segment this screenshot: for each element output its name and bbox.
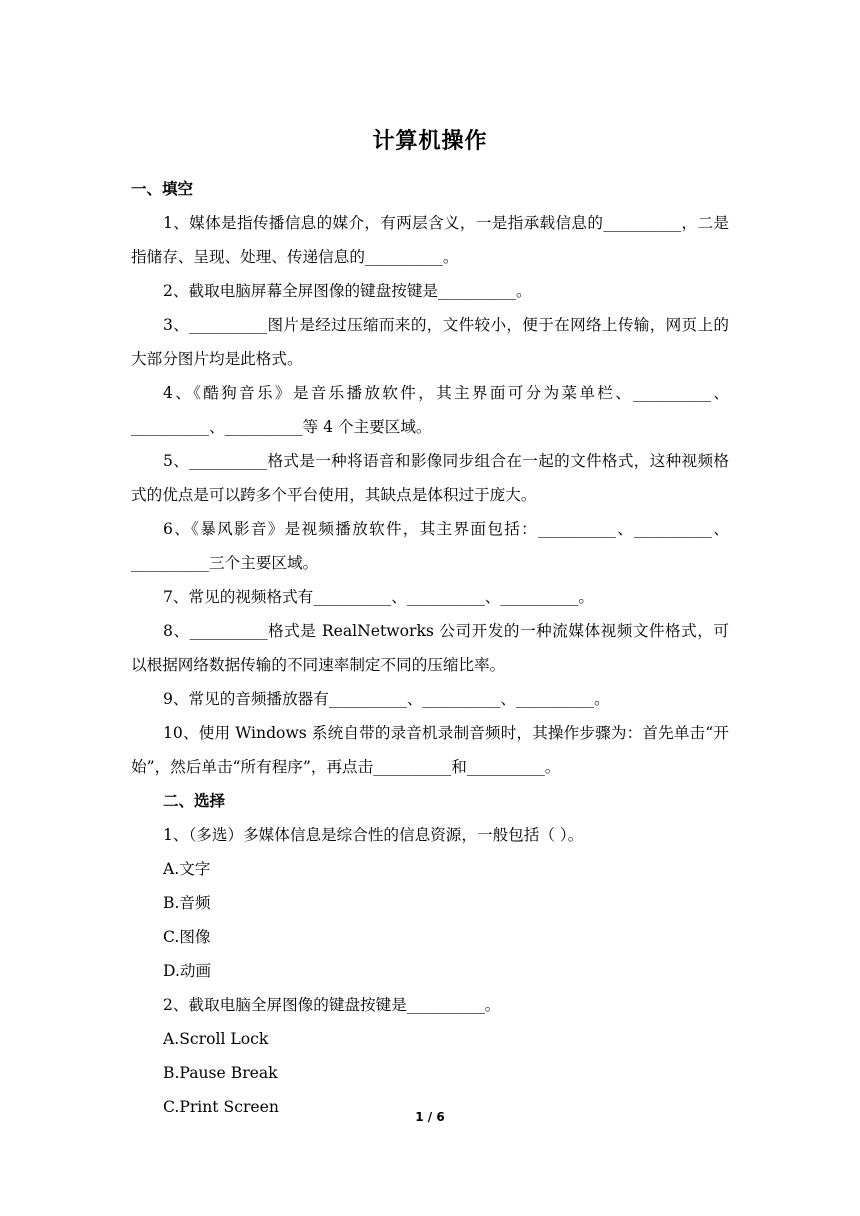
fill-question-1: 1、媒体是指传播信息的媒介，有两层含义，一是指承载信息的__________，二是指储存、呈现、处理、传递信息的__________。 (131, 214, 729, 266)
fill-question-9: 9、常见的音频播放器有__________、__________、__________。 (163, 690, 610, 708)
fill-question-2: 2、截取电脑屏幕全屏图像的键盘按键是__________。 (163, 282, 532, 300)
page-title: 计算机操作 (372, 129, 488, 154)
fill-question-8: 8、__________格式是 RealNetworks 公司开发的一种流媒体视频文件格式，可以根据网络数据传输的不同速率制定不同的压缩比率。 (131, 622, 729, 674)
fill-question-4: 4、《酷狗音乐》是音乐播放软件，其主界面可分为菜单栏、__________、__________、__________等 4 个主要区域。 (131, 384, 729, 436)
fill-question-5: 5、__________格式是一种将语音和影像同步组合在一起的文件格式，这种视频格式的优点是可以跨多个平台使用，其缺点是体积过于庞大。 (131, 452, 729, 504)
choice-option: A.Scroll Lock (163, 1030, 269, 1048)
fill-question-7: 7、常见的视频格式有__________、__________、__________。 (163, 588, 594, 606)
choice-question-2: 2、截取电脑全屏图像的键盘按键是__________。 (163, 996, 501, 1014)
choice-option: A.文字 (163, 860, 211, 878)
choice-question-1: 1、（多选）多媒体信息是综合性的信息资源，一般包括（ ）。 (163, 826, 584, 844)
choice-option: B.音频 (163, 894, 211, 912)
fill-question-10: 10、使用 Windows 系统自带的录音机录制音频时，其操作步骤为：首先单击“开始”，然后单击“所有程序”，再点击__________和__________。 (131, 724, 729, 776)
fill-question-3: 3、__________图片是经过压缩而来的，文件较小，便于在网络上传输，网页上的大部分图片均是此格式。 (131, 316, 729, 368)
choice-option: C.图像 (163, 928, 211, 946)
section-heading-fill-in: 一、填空 (131, 180, 194, 198)
choice-option: D.动画 (163, 962, 212, 980)
choice-option: B.Pause Break (163, 1064, 278, 1082)
fill-question-6: 6、《暴风影音》是视频播放软件，其主界面包括：__________、__________、__________三个主要区域。 (131, 520, 729, 572)
section-heading-choice: 二、选择 (163, 792, 226, 810)
choice-option: C.Print Screen (163, 1098, 279, 1116)
document-body (131, 172, 729, 1124)
page-number: 1 / 6 (415, 1110, 445, 1124)
